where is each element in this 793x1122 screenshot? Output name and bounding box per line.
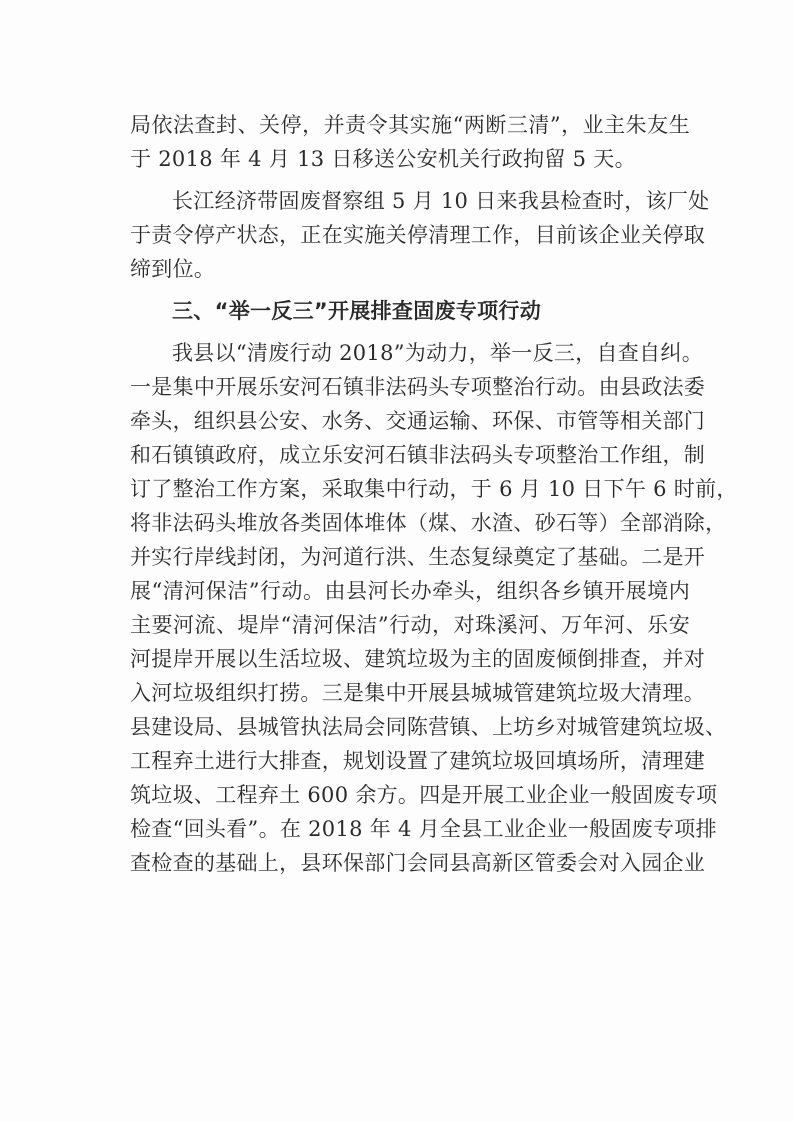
text-line: 筑垃圾、工程弃土 600 余方。四是开展工业企业一般固废专项 bbox=[130, 783, 718, 807]
text-line: 展“清河保洁”行动。由县河长办牵头，组织各乡镇开展境内 bbox=[130, 579, 690, 603]
text-line: 缔到位。 bbox=[130, 257, 216, 281]
text-line: 检查“回头看”。在 2018 年 4 月全县工业企业一般固废专项排 bbox=[130, 817, 717, 841]
text-line: 主要河流、堤岸“清河保洁”行动，对珠溪河、万年河、乐安 bbox=[130, 613, 690, 637]
text-line: 将非法码头堆放各类固体堆体（煤、水渣、砂石等）全部消除， bbox=[130, 511, 727, 535]
paragraph-3 bbox=[130, 336, 738, 880]
text-line: 查检查的基础上，县环保部门会同县高新区管委会对入园企业 bbox=[130, 851, 706, 875]
text-line: 我县以“清废行动 2018”为动力，举一反三，自查自纠。 bbox=[172, 341, 703, 365]
text-line: 牵头，组织县公安、水务、交通运输、环保、市管等相关部门 bbox=[130, 409, 706, 433]
text-line: 县建设局、县城管执法局会同陈营镇、上坊乡对城管建筑垃圾、 bbox=[130, 715, 727, 739]
text-line: 局依法查封、关停，并责令其实施“两断三清”，业主朱友生 bbox=[130, 113, 690, 137]
text-line: 长江经济带固废督察组 5 月 10 日来我县检查时，该厂处 bbox=[172, 189, 710, 213]
document-body bbox=[130, 108, 738, 880]
text-line: 并实行岸线封闭，为河道行洪、生态复绿奠定了基础。二是开 bbox=[130, 545, 706, 569]
text-line: 河提岸开展以生活垃圾、建筑垃圾为主的固废倾倒排查，并对 bbox=[130, 647, 706, 671]
text-line: 入河垃圾组织打捞。三是集中开展县城城管建筑垃圾大清理。 bbox=[130, 681, 706, 705]
text-line: 订了整治工作方案，采取集中行动，于 6 月 10 日下午 6 时前， bbox=[130, 477, 738, 501]
text-line: 于 2018 年 4 月 13 日移送公安机关行政拘留 5 天。 bbox=[130, 147, 636, 171]
paragraph-1 bbox=[130, 108, 690, 176]
text-line: 工程弃土进行大排查，规划设置了建筑垃圾回填场所，清理建 bbox=[130, 749, 706, 773]
text-line: 于责令停产状态，正在实施关停清理工作，目前该企业关停取 bbox=[130, 223, 706, 247]
text-line: 和石镇镇政府，成立乐安河石镇非法码头专项整治工作组，制 bbox=[130, 443, 706, 467]
section-heading: 三、“举一反三”开展排查固废专项行动 bbox=[172, 299, 542, 323]
text-line: 一是集中开展乐安河石镇非法码头专项整治行动。由县政法委 bbox=[130, 375, 706, 399]
paragraph-2 bbox=[130, 184, 710, 286]
